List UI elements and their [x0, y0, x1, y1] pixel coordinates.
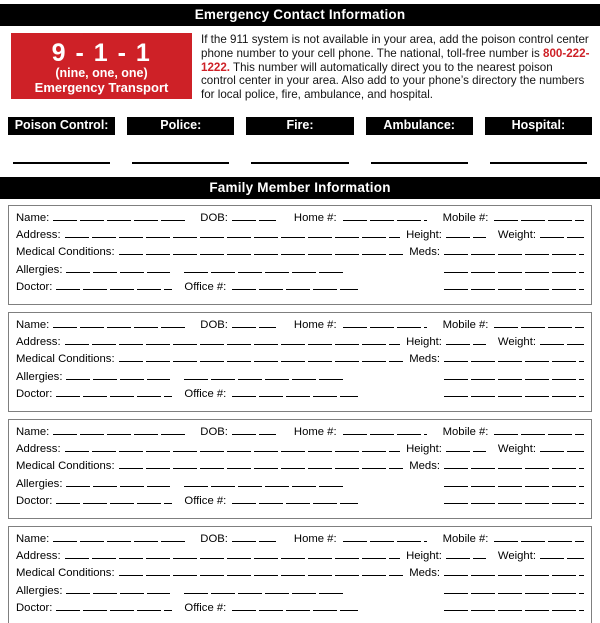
mobile-phone-label: Mobile #: [442, 532, 489, 545]
member-row-medical-meds [16, 245, 584, 262]
meds-continuation-line [444, 584, 584, 594]
member-row-address-height-weight [16, 335, 584, 352]
meds-label: Meds: [409, 460, 440, 473]
contact-label-ambulance: Ambulance: [366, 117, 473, 135]
home-phone-label: Home #: [293, 532, 337, 545]
allergies-write-in-line [66, 263, 170, 273]
911-emergency-box [11, 33, 192, 111]
height-write-in-line [446, 442, 486, 452]
section-title-emergency-contact: Emergency Contact Information [194, 7, 406, 22]
name-write-in-line [53, 532, 186, 542]
height-write-in-line [446, 549, 486, 559]
member-row-address-height-weight [16, 442, 584, 459]
member-row-address-height-weight [16, 549, 584, 566]
mobile-phone-label: Mobile #: [442, 318, 489, 331]
member-row-doctor-office [16, 280, 584, 297]
dob-write-in-line [232, 425, 276, 435]
family-member-block [8, 312, 592, 412]
poison-control-write-in-line [13, 162, 110, 164]
member-row-name-dob-phones [16, 211, 584, 228]
address-write-in-line [65, 335, 401, 345]
medical-conditions-write-in-line [119, 352, 404, 362]
instructions-text-before: If the 911 system is not available in your area, add the poison control center phone number to your cell phone. The national, toll-free number is [201, 33, 589, 60]
mobile-phone-write-in-line [494, 211, 584, 221]
home-phone-label: Home #: [293, 318, 337, 331]
meds-continuation-line [444, 477, 584, 487]
dob-label: DOB: [200, 425, 228, 438]
member-row-name-dob-phones [16, 318, 584, 335]
name-write-in-line [53, 211, 186, 221]
meds-write-in-line [444, 245, 584, 255]
mobile-phone-write-in-line [494, 318, 584, 328]
height-write-in-line [446, 335, 486, 345]
office-phone-label: Office #: [184, 494, 227, 507]
address-write-in-line [65, 228, 401, 238]
height-label: Height: [406, 336, 442, 349]
allergies-continuation-line [184, 370, 344, 380]
office-phone-write-in-line [232, 494, 358, 504]
home-phone-write-in-line [343, 425, 427, 435]
meds-label: Meds: [409, 567, 440, 580]
meds-write-in-line [444, 459, 584, 469]
member-row-name-dob-phones [16, 532, 584, 549]
contact-label-hospital: Hospital: [485, 117, 592, 135]
dob-write-in-line [232, 318, 276, 328]
address-write-in-line [65, 549, 401, 559]
member-row-doctor-office [16, 601, 584, 618]
doctor-write-in-line [56, 601, 172, 611]
address-label: Address: [16, 550, 61, 563]
emergency-contact-write-in-lines [8, 162, 592, 164]
address-label: Address: [16, 443, 61, 456]
dob-write-in-line [232, 211, 276, 221]
weight-write-in-line [540, 335, 584, 345]
weight-write-in-line [540, 228, 584, 238]
weight-label: Weight: [497, 229, 536, 242]
hospital-write-in-line [490, 162, 587, 164]
section-header-family-member [0, 177, 600, 199]
fire-write-in-line [251, 162, 348, 164]
member-row-allergies [16, 263, 584, 280]
family-member-block [8, 419, 592, 519]
meds-label: Meds: [409, 353, 440, 366]
dob-write-in-line [232, 532, 276, 542]
member-row-allergies [16, 370, 584, 387]
poison-control-phone-number: 800-222-1222. [201, 46, 590, 74]
mobile-phone-write-in-line [494, 425, 584, 435]
address-label: Address: [16, 229, 61, 242]
member-row-doctor-office [16, 494, 584, 511]
weight-write-in-line [540, 549, 584, 559]
height-label: Height: [406, 229, 442, 242]
home-phone-write-in-line [343, 211, 427, 221]
meds-continuation-line-2 [444, 601, 584, 611]
mobile-phone-label: Mobile #: [442, 211, 489, 224]
home-phone-label: Home #: [293, 211, 337, 224]
name-write-in-line [53, 425, 186, 435]
home-phone-label: Home #: [293, 425, 337, 438]
dob-label: DOB: [200, 318, 228, 331]
medical-conditions-write-in-line [119, 459, 404, 469]
family-member-blocks [8, 205, 592, 623]
mobile-phone-write-in-line [494, 532, 584, 542]
home-phone-write-in-line [343, 318, 427, 328]
weight-write-in-line [540, 442, 584, 452]
office-phone-label: Office #: [184, 280, 227, 293]
emergency-number: 9 - 1 - 1 [51, 39, 152, 67]
office-phone-label: Office #: [184, 387, 227, 400]
section-header-emergency-contact [0, 4, 600, 26]
doctor-label: Doctor: [16, 280, 53, 293]
doctor-write-in-line [56, 280, 172, 290]
family-member-block [8, 526, 592, 623]
doctor-label: Doctor: [16, 387, 53, 400]
contact-label-police: Police: [127, 117, 234, 135]
allergies-continuation-line [184, 477, 344, 487]
meds-continuation-line-2 [444, 387, 584, 397]
weight-label: Weight: [497, 550, 536, 563]
member-row-allergies [16, 584, 584, 601]
meds-continuation-line [444, 370, 584, 380]
home-phone-write-in-line [343, 532, 427, 542]
allergies-continuation-line [184, 263, 344, 273]
member-row-medical-meds [16, 459, 584, 476]
weight-label: Weight: [497, 336, 536, 349]
office-phone-write-in-line [232, 601, 358, 611]
medical-conditions-label: Medical Conditions: [16, 567, 115, 580]
height-label: Height: [406, 550, 442, 563]
doctor-write-in-line [56, 494, 172, 504]
weight-label: Weight: [497, 443, 536, 456]
family-member-block [8, 205, 592, 305]
office-phone-write-in-line [232, 387, 358, 397]
dob-label: DOB: [200, 211, 228, 224]
emergency-number-words: (nine, one, one) [55, 66, 148, 80]
intro-section [11, 33, 590, 111]
medical-conditions-label: Medical Conditions: [16, 460, 115, 473]
section-title-family-member: Family Member Information [209, 179, 391, 195]
allergies-continuation-line [184, 584, 344, 594]
medical-conditions-label: Medical Conditions: [16, 353, 115, 366]
name-label: Name: [16, 425, 50, 438]
office-phone-label: Office #: [184, 601, 227, 614]
height-write-in-line [446, 228, 486, 238]
address-label: Address: [16, 336, 61, 349]
doctor-label: Doctor: [16, 494, 53, 507]
contact-label-fire: Fire: [246, 117, 353, 135]
allergies-label: Allergies: [16, 370, 63, 383]
member-row-medical-meds [16, 352, 584, 369]
police-write-in-line [132, 162, 229, 164]
name-write-in-line [53, 318, 186, 328]
allergies-label: Allergies: [16, 477, 63, 490]
member-row-allergies [16, 477, 584, 494]
contact-label-poison-control: Poison Control: [8, 117, 115, 135]
office-phone-write-in-line [232, 280, 358, 290]
doctor-label: Doctor: [16, 601, 53, 614]
name-label: Name: [16, 532, 50, 545]
meds-continuation-line-2 [444, 494, 584, 504]
emergency-system-caption: Emergency Transport System [34, 80, 169, 111]
poison-control-instructions [201, 33, 590, 102]
meds-label: Meds: [409, 246, 440, 259]
emergency-contact-labels-row [8, 117, 592, 135]
meds-continuation-line-2 [444, 280, 584, 290]
allergies-write-in-line [66, 370, 170, 380]
member-row-doctor-office [16, 387, 584, 404]
dob-label: DOB: [200, 532, 228, 545]
member-row-address-height-weight [16, 228, 584, 245]
height-label: Height: [406, 443, 442, 456]
name-label: Name: [16, 211, 50, 224]
member-row-name-dob-phones [16, 425, 584, 442]
member-row-medical-meds [16, 566, 584, 583]
ambulance-write-in-line [371, 162, 468, 164]
medical-conditions-write-in-line [119, 245, 404, 255]
name-label: Name: [16, 318, 50, 331]
meds-continuation-line [444, 263, 584, 273]
medical-conditions-write-in-line [119, 566, 404, 576]
medical-conditions-label: Medical Conditions: [16, 246, 115, 259]
address-write-in-line [65, 442, 401, 452]
meds-write-in-line [444, 566, 584, 576]
allergies-label: Allergies: [16, 584, 63, 597]
allergies-label: Allergies: [16, 263, 63, 276]
doctor-write-in-line [56, 387, 172, 397]
allergies-write-in-line [66, 477, 170, 487]
allergies-write-in-line [66, 584, 170, 594]
mobile-phone-label: Mobile #: [442, 425, 489, 438]
meds-write-in-line [444, 352, 584, 362]
instructions-text-after: This number will automatically direct you to the nearest poison control center in your area. Also add to your phone’s directory the numbers for local police, fire, ambulance, and hospital. [201, 60, 585, 102]
